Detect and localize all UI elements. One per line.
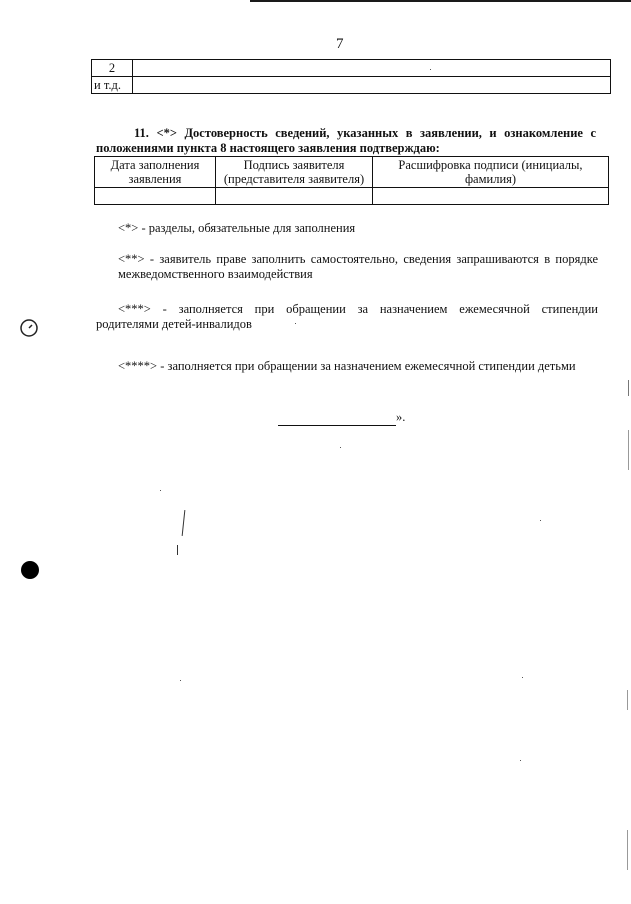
date-cell: [95, 188, 216, 205]
scan-speck: [160, 490, 161, 491]
section-11-heading: 11. <*> Достоверность сведений, указанных в заявлении, и ознакомление с положениями пункта 8 настоящего заявления подтверждаю:: [96, 126, 596, 155]
row-number-cell: и т.д.: [92, 77, 133, 94]
header-transcript: Расшифровка подписи (инициалы, фамилия): [373, 157, 609, 188]
pen-mark: [177, 545, 178, 555]
header-date: Дата заполнения заявления: [95, 157, 216, 188]
scan-edge-mark: [627, 830, 628, 870]
punch-hole-mark: [21, 561, 39, 579]
scan-speck: [430, 69, 431, 70]
table-row: [92, 60, 611, 77]
clock-stamp-icon: [18, 317, 40, 339]
scan-speck: [295, 323, 296, 324]
closing-quote: ».: [396, 410, 406, 424]
signature-line: [278, 412, 396, 426]
signature-table: [94, 156, 609, 205]
scan-edge: [250, 0, 631, 2]
header-signature: Подпись заявителя (представителя заявителя): [216, 157, 373, 188]
transcript-cell: [373, 188, 609, 205]
scan-speck: [180, 680, 181, 681]
footnote-4: <****> - заполняется при обращении за назначением ежемесячной стипендии детьми: [118, 359, 576, 373]
footnote-3: [96, 302, 598, 332]
continuation-table: [91, 59, 611, 94]
scan-edge-mark: [628, 380, 629, 396]
footnote-1: <*> - разделы, обязательные для заполнения: [118, 221, 356, 235]
footnote-3-line-2: родителями детей-инвалидов: [96, 317, 252, 331]
scan-edge-mark: [628, 430, 629, 470]
footnote-3-line-1: <***> - заполняется при обращении за назначением ежемесячной стипендии: [118, 302, 598, 316]
row-text-cell: [133, 60, 611, 77]
page-number: 7: [336, 36, 344, 52]
pen-mark: [182, 510, 186, 536]
row-number-cell: 2: [92, 60, 133, 77]
scan-speck: [522, 677, 523, 678]
table-header-row: [95, 157, 609, 188]
scan-edge-mark: [627, 690, 628, 710]
footnote-2: <**> - заявитель праве заполнить самостоятельно, сведения запрашиваются в порядке межведомственного взаимодействия: [118, 252, 598, 281]
scan-speck: [540, 520, 541, 521]
signature-cell: [216, 188, 373, 205]
row-text-cell: [133, 77, 611, 94]
table-row: [92, 77, 611, 94]
scan-speck: [340, 447, 341, 448]
scan-speck: [520, 760, 521, 761]
table-row: [95, 188, 609, 205]
